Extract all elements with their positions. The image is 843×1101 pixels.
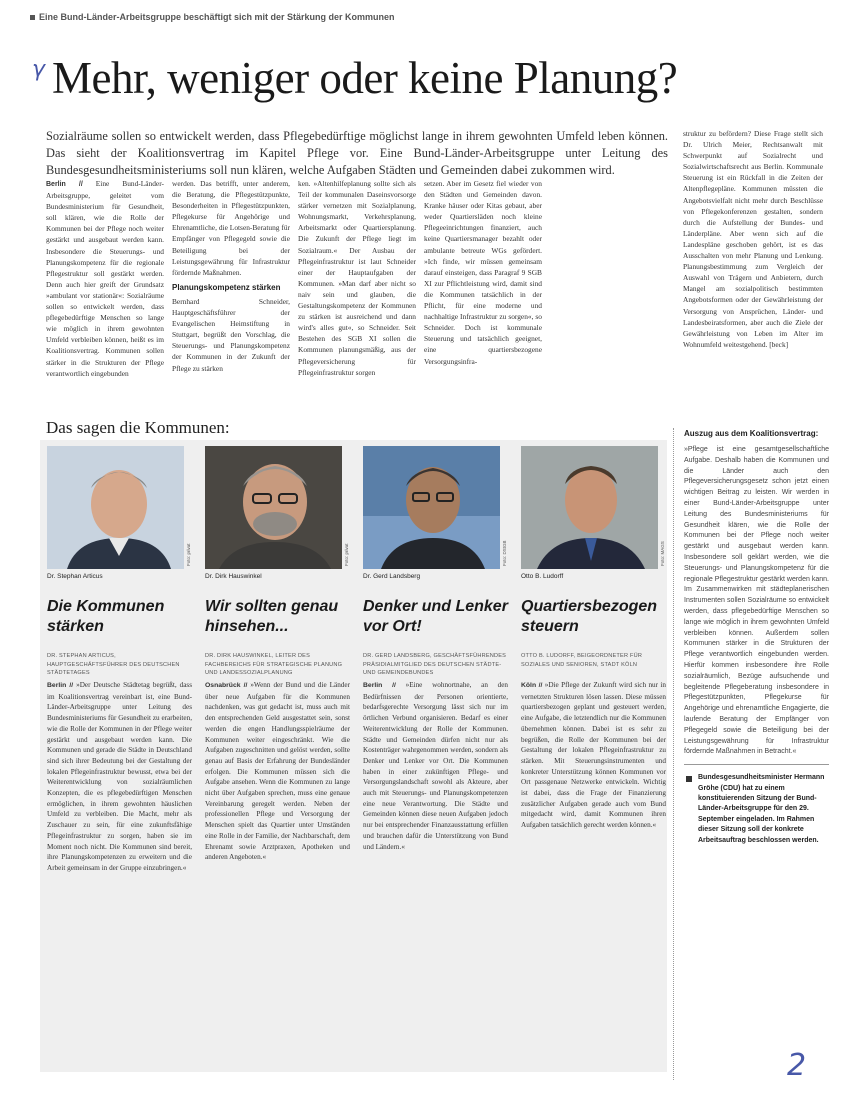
article-column-1 [46,178,164,404]
page-headline: Mehr, weniger oder keine Planung? [52,53,678,103]
article-column-2 [172,178,290,404]
photo-credit-4: Foto: MAGS [660,541,665,566]
portrait-image-4 [521,446,658,569]
square-bullet-icon [686,776,692,782]
article-col5-text: struktur zu befördern? Diese Frage stellt sich Dr. Ulrich Meier, Rechtsanwalt mit Schwerpunkt auf Sozialrecht und Sozialwirtschaftsrecht aus Berlin. Kommunale Steuerung ist ein Rückfall in die Zeiten der Altenpflegepläne. Kommunen müssten die Angebotsvielfalt nicht mehr durch Beschlüsse von Pflegekonferenzen gestalten, sondern durch die Aufstellung der Bundes- und Länderpläne. Aber wenn sich auf die Landespläne geschoben gehört, ist es das Ausschalten von mehr Planung und Lenkung. Planungsbestimmung zum Vergleich der Auswahl von Trägern und Anbietern, durch Mangel am sozialpolitisch bestimmten Angebotsformen oder der Gewährleistung der Versorgung von Ansprüchen, Länder- und Landesbeiratsformen, aber auch die Ziele der Gewährleistung von Leben im Alter im Wohnumfeld weitestgehend. [beck] [683,129,823,349]
dateline: Berlin // [46,181,83,188]
photo-caption-1: Dr. Stephan Articus [47,573,103,580]
photo-caption-3: Dr. Gerd Landsberg [363,573,421,580]
quote-body-1 [47,680,192,1068]
photo-caption-4: Otto B. Ludorff [521,573,564,580]
coalition-sidebar [673,428,829,1080]
portrait-image-2 [205,446,342,569]
sidebar-note [684,773,829,846]
sidebar-text: »Pflege ist eine gesamtgesellschaftliche Aufgabe. Deshalb haben die Kommunen und die Länder auch den Pflegeversicherungsgesetz schon jetzt einen wichtigen Beitrag zu leisten. Wir werden in einer Bund-Länder-Arbeitsgruppe unter Leitung des Bundesministeriums für Gesundheit klären, wie die Rolle der Kommunen bei der Pflege noch weiter gestärkt und ausgebaut werden kann. Insbesondere soll geklärt werden, wie die Steuerungs- und Planungskompetenz für die regionale Pflegestruktur gestärkt werden kann. Im Zusammenwirken mit städteplanerischen Instrumenten sollen Sozialräume so entwickelt werden, dass pflegebedürftige Menschen so lange wie möglich in ihrem gewohnten Umfeld verbleiben können. Außerdem sollen Kommunen stärker in die Strukturen der Pflege verantwortlich eingebunden werden. Hierfür kommen insbesondere ihre Rolle sozialräumlich, Bezüge aufsuchende und begleitende Pflegeberatung insbesondere in Pflegestützpunkten, Pflegekurse für Angehörige und ehrenamtliche Engagierte, die laufende Beratung der Empfänger von Pflegegeld sowie die Beteiligung bei der Leistungsgewährung für Infrastruktur fördernde Maßnahmen in Betracht.« [684,446,829,756]
quote-city-4: Köln // [521,682,543,689]
quote-body-3 [363,680,508,1068]
portrait-photo-2 [205,446,342,569]
sidebar-divider [684,764,829,765]
quote-text-3: »Eine wohnortnahe, an den Bedürfnissen der Personen orientierte, bedarfsgerechte Versorgung lässt sich nur im örtlichen Verbund organisieren. Bedarf es einer Weiterentwicklung der Rolle der Kommunen. Städte und Gemeinden dürfen nicht nur als Kostenträger wahrgenommen werden, sondern als Denker und Lenker vor Ort. Die Kommunen haben in einer zukünftigen Pflege- und Versorgungslandschaft sowohl als Akteure, aber auch mit Steuerungs- und Planungskompetenzen eine neue Verantwortung. Die Städte und Gemeinden können diese neuen Aufgaben jedoch nur bei entsprechender Finanzausstattung erfüllen und brauchen dafür die Unterstützung von Bund und Ländern.« [363,681,508,851]
handwritten-page-number: 2 [787,1048,807,1083]
quote-text-4: »Die Pflege der Zukunft wird sich nur in vernetzten Strukturen lösen lassen. Diese müssen quartiersbezogen geplant und gesteuert werden, eine Aufgabe, die letztendlich nur die Kommunen übernehmen können. Dabei ist es sehr zu begrüßen, die Rolle der Kommunen bei der Gestaltung der lokalen Pflegeinfrastruktur zu stärken. Mit Steuerungsinstrumenten und konkreter Unterstützung können Kommunen vor Ort passgenaue Netzwerke entwickeln. Wichtig ist dabei, dass die Frage der Finanzierung zusätzlicher Aufgaben gerade auch vom Bund mitgedacht wird, damit Kommunen ihren Aufgaben tatsächlich gerecht werden können.« [521,681,666,830]
photo-credit-1: Foto: privat [186,543,191,566]
quote-body-4 [521,680,666,1068]
quote-title-2: Wir sollten genau hinsehen... [205,598,339,635]
article-col4-text: setzen. Aber im Gesetz fiel wieder von den Städten und Gemeinden davon. Kranke häuser oder Kitas gebaut, aber weder Quartiersläden noch kleine Pflegeeinrichtungen finanziert, auch keine Quartiersmanager bezahlt oder ambulante betreute WGs gefördert. »Ich finde, wir müssen gemeinsam darauf einsteigen, dass Paragraf 9 SGB XI zur Pflichtleistung wird, damit sind die Kommunen tatsächlich in der Pflicht, für eine moderne und nachhaltige Infrastruktur zu sorgen«, so Schneider. Doch ist kommunale Steuerung und tatsächlich geeignet, eine quartiersbezogene Versorgungsinfra- [424,179,542,366]
article-col3-text: ken. »Altenhilfeplanung sollte sich als Teil der kommunalen Daseinsvorsorge stärker vernetzen mit Sozialplanung, Wohnungsmarkt, Verkehrsplanung, Arbeitsmarkt oder Quartiersplanung. Die Zukunft der Pflege liegt im Sozialraum.« Der Ausbau der Pflegeinfrastruktur ist laut Schneider einer der Hauptaufgaben der Kommunen. »Man darf aber nicht so naiv sein und glauben, die Gestaltungskompetenz der Kommunen zu stärken ist ausreichend und dann wird's alles gut«, so Schneider. Seit Bestehen des SGB XI sollen die Kommunen planungsmäßig, aus der Pflegeversicherung für Pflegeinfrastruktur sorgen [298,179,416,377]
kicker-bar [30,12,830,22]
quote-text-1: »Der Deutsche Städtetag begrüßt, dass im Koalitionsvertrag vereinbart ist, eine Bund-Länder-Arbeitsgruppe unter Leitung des Bundesministeriums für Gesundheit zu erarbeiten, wie die Rolle der Kommunen in der Pflege weiter gestärkt und ausgebaut werden kann. Die Kommunen und gerade die Städte in Deutschland sind sich ihrer Bedeutung bei der Gestaltung der lokalen Pflegeinfrastruktur bewusst, etwa bei der Weiterentwicklung von sozialräumlichen Konzepten, die es pflegebedürftigen Menschen ermöglichen, in ihrem gewohnten häuslichen Umfeld zu verbleiben. Die Macht, mehr als Zuschauer zu sein, für eine zukunftsfähige Pflegeinfrastruktur zu sorgen, haben sie im Moment noch nicht. Die Kommunen sind bereit, ihre Planungskompetenzen zu erweitern und die Arbeit gemeinsam in der Gruppe einzubringen.« [47,681,192,872]
article-column-5 [683,128,823,404]
photo-caption-2: Dr. Dirk Hauswinkel [205,573,262,580]
kicker-square-icon [30,15,35,20]
photo-credit-3: Foto: DStGB [502,540,507,566]
lead-paragraph: Sozialräume sollen so entwickelt werden, dass Pflegebedürftige möglichst lange in ihrem gewohnten Umfeld leben können. Das sieht der Koalitionsvertrag im Kapitel Pflege vor. Eine Bund-Länder-Arbeitsgruppe unter Leitung des Bundesgesundheitsministeriums soll nun klären, welche Aufgaben Städten und Gemeinden dabei zukommen wird. [46,129,668,177]
quote-role-3: DR. GERD LANDSBERG, GESCHÄFTSFÜHRENDES PRÄSIDIALMITGLIED DES DEUTSCHEN STÄDTE- UND GEMEINDEBUNDES [363,653,507,676]
photo-credit-2: Foto: privat [344,543,349,566]
kicker-text: Eine Bund-Länder-Arbeitsgruppe beschäftigt sich mit der Stärkung der Kommunen [39,12,395,22]
article-col2-text: werden. Das betrifft, unter anderem, die Beratung, die Pflegestützpunkte, Besonderheiten in Pflegestützpunkten, Pflegekurse für Angehörige und Ehrenamtliche, die Lotsen-Beratung für Empfänger von Pflegegeld sowie die Beteiligung bei der Leistungsgewährung für Infrastruktur fördernde Maßnahmen. [172,179,290,277]
quote-role-1: DR. STEPHAN ARTICUS, HAUPTGESCHÄFTSFÜHRER DES DEUTSCHEN STÄDTETAGES [47,653,180,676]
quote-title-1: Die Kommunen stärken [47,598,165,635]
portrait-photo-4 [521,446,658,569]
quote-role-4: OTTO B. LUDORFF, BEIGEORDNETER FÜR SOZIALES UND SENIOREN, STADT KÖLN [521,653,643,668]
sidebar-heading: Auszug aus dem Koalitionsvertrag: [684,429,819,438]
section-title: Das sagen die Kommunen: [46,418,230,437]
quote-city-2: Osnabrück // [205,682,248,689]
article-col1-text: Eine Bund-Länder-Arbeitsgruppe, geleitet vom Bundesministerium für Gesundheit, soll klären, wie die Rolle der Kommunen bei der Pflege noch weiter gestärkt und ausgebaut werden kann. Insbesondere die Steuerungs- und Planungskompetenz für die regionale Pflegestruktur soll gestärkt werden. Denn auch hier greift der Grundsatz »ambulant vor stationär«: Sozialräume sollen so entwickelt werden, dass pflegebedürftige Menschen so lange wie möglich in ihrem gewohnten Umfeld verbleiben können, heißt es im Koalitionsvertrag. Kommunen sollen stärker in die Strukturen der Pflege verantwortlich eingebunden [46,179,164,378]
quote-role-2: DR. DIRK HAUSWINKEL, LEITER DES FACHBEREICHS FÜR STRATEGISCHE PLANUNG UND LANDESSOZIALPLANUNG [205,653,343,676]
portrait-photo-1 [47,446,184,569]
quote-title-3: Denker und Lenker vor Ort! [363,598,508,635]
quote-city-3: Berlin // [363,682,396,689]
quote-title-4: Quartiersbezogen steuern [521,598,658,635]
portrait-image-3 [363,446,500,569]
quote-city-1: Berlin // [47,682,74,689]
article-subheading: Planungskompetenz stärken [172,282,281,292]
sidebar-note-text: Bundesgesundheitsminister Hermann Gröhe (CDU) hat zu einem konstituierenden Sitzung der Bund-Länder-Arbeitsgruppe für den 29. September eingeladen. Im Rahmen dieser Sitzung soll der konkrete Arbeitsauftrag beschlossen werden. [698,774,825,844]
article-column-4 [424,178,542,404]
article-column-3 [298,178,416,404]
portrait-image-1 [47,446,184,569]
portrait-photo-3 [363,446,500,569]
quote-text-2: »Wenn der Bund und die Länder über neue Aufgaben für die Kommunen nachdenken, was gut gedacht ist, muss auch mit den entsprechenden Geld ausgestattet sein, sonst werden die engen Handlungsspielräume der Kommunen weiter eingeschränkt. Wie die Aufgaben zugeschnitten und gelöst werden, sollte genau auf Basis der Erfahrung der Bundesländer erfolgen. Die Kommunen müssen sich die Aufgabe ansehen. Wenn die Kommunen zu lange nicht über Aufgaben sprechen, muss eine genaue Vereinbarung geregelt werden. Neben der professionellen Pflege und Versorgung der Menschen spielt das Quartier unter Umständen eine Rolle in der Familie, der Nachbarschaft, dem Ehrenamt sowie Arztpraxen, Apotheken und anderen Angeboten.« [205,681,350,862]
quote-body-2 [205,680,350,1068]
article-col2b-text: Bernhard Schneider, Hauptgeschäftsführer der Evangelischen Heimstiftung in Stuttgart, begrüßt den Vorschlag, die Steuerungs- und Planungskompetenz der Kommunen in der Zukunft der Pflege zu stärken [172,296,290,373]
handwritten-mark-top: γ [32,57,46,82]
